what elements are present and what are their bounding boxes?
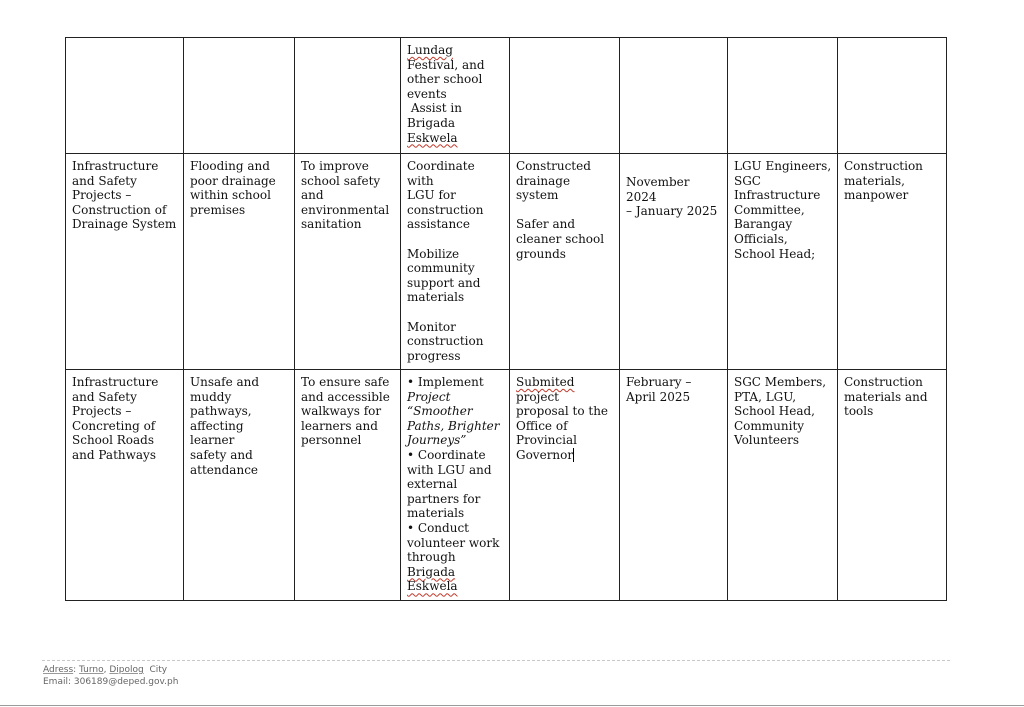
cell-strategy[interactable] <box>401 38 510 154</box>
cell-line: sanitation <box>301 217 362 232</box>
cell-line: LGU for <box>407 188 456 203</box>
cell-line: Drainage System <box>72 217 177 232</box>
cell-line: Monitor <box>407 319 456 334</box>
cell-timeline[interactable] <box>620 370 728 601</box>
cell-line: Volunteers <box>734 433 800 448</box>
cell-line: Office of <box>516 418 568 433</box>
cell-project[interactable] <box>66 154 184 370</box>
cell-line: system <box>516 188 559 203</box>
cell-line: materials <box>407 506 465 521</box>
cell-line: affecting learner <box>190 418 244 448</box>
page-footer <box>43 664 178 688</box>
cell-line: Infrastructure <box>72 375 159 389</box>
table-row <box>66 154 947 370</box>
cell-line: Festival, and <box>407 57 485 72</box>
cell-line: Project <box>407 389 451 404</box>
address-city: City <box>143 665 168 675</box>
cell-line: learners and <box>301 418 378 433</box>
cell-persons[interactable] <box>728 154 838 370</box>
cell-line: • Coordinate <box>407 447 486 462</box>
cell-line: Construction <box>844 159 923 173</box>
cell-resources[interactable] <box>838 370 947 601</box>
cell-line: and Safety <box>72 173 137 188</box>
cell-problem[interactable] <box>184 154 295 370</box>
cell-line: Projects – <box>72 404 132 419</box>
cell-line: within school <box>190 188 271 203</box>
cell-line: • Conduct <box>407 520 469 535</box>
address-separator: : <box>73 665 80 675</box>
cell-line: materials, <box>844 173 905 188</box>
cell-line: Assist in <box>407 101 462 116</box>
cell-resources[interactable] <box>838 154 947 370</box>
cell-line: attendance <box>190 462 259 477</box>
cell-line: partners for <box>407 491 481 506</box>
cell-line: Lundag <box>407 43 453 57</box>
table-row <box>66 38 947 154</box>
cell-strategy[interactable] <box>401 370 510 601</box>
blank-line <box>516 203 614 218</box>
cell-line: safety and <box>190 447 253 462</box>
page-edge <box>0 705 1024 706</box>
cell-line: grounds <box>516 246 566 261</box>
cell-line: • Implement <box>407 375 484 389</box>
cell-line: School Head, <box>734 404 815 419</box>
footer-email: Email: 306189@deped.gov.ph <box>43 677 179 687</box>
cell-resources[interactable] <box>838 38 947 154</box>
cell-line: Eskwela <box>407 130 458 145</box>
cell-objective[interactable] <box>295 38 401 154</box>
cell-line: external <box>407 477 458 492</box>
cell-line: Submited <box>516 375 575 389</box>
cell-line: Infrastructure <box>734 188 821 203</box>
cell-line: drainage <box>516 173 571 188</box>
cell-line: and accessible <box>301 389 390 404</box>
cell-line: personnel <box>301 433 362 448</box>
footer-divider <box>42 660 950 661</box>
cell-line: Paths, Brighter <box>407 418 500 433</box>
cell-output[interactable] <box>510 370 620 601</box>
cell-line: assistance <box>407 217 470 232</box>
cell-line: other school <box>407 72 483 87</box>
cell-line: materials and <box>844 389 928 404</box>
cell-line: Constructed <box>516 159 591 173</box>
cell-line: Construction of <box>72 202 167 217</box>
cell-problem[interactable] <box>184 38 295 154</box>
cell-line: November 2024 <box>626 175 690 204</box>
cell-line: Mobilize <box>407 246 460 261</box>
cell-line: February – <box>626 375 692 389</box>
cell-line: Construction <box>844 375 923 389</box>
cell-line: Infrastructure <box>72 159 159 173</box>
cell-line: through <box>407 550 456 565</box>
cell-strategy[interactable] <box>401 154 510 370</box>
cell-objective[interactable] <box>295 370 401 601</box>
cell-line: Brigada <box>407 564 456 579</box>
cell-line: Safer and <box>516 217 576 232</box>
cell-line: To ensure safe <box>301 375 390 389</box>
cell-line: Concreting of <box>72 418 156 433</box>
cell-line: Provincial <box>516 433 577 448</box>
cell-line: PTA, LGU, <box>734 389 797 404</box>
cell-line: school safety <box>301 173 381 188</box>
cell-line: April 2025 <box>626 389 691 404</box>
cell-line: construction <box>407 202 484 217</box>
cell-line: muddy <box>190 389 232 404</box>
cell-project[interactable] <box>66 38 184 154</box>
cell-line: progress <box>407 348 461 363</box>
cell-problem[interactable] <box>184 370 295 601</box>
table-row <box>66 370 947 601</box>
cell-line: support and <box>407 275 481 290</box>
cell-line: premises <box>190 202 246 217</box>
cell-timeline[interactable] <box>620 38 728 154</box>
cell-line: environmental <box>301 202 390 217</box>
cell-line: poor drainage <box>190 173 276 188</box>
cell-line: with LGU and <box>407 462 492 477</box>
text-cursor: Governor <box>516 447 574 462</box>
cell-output[interactable] <box>510 38 620 154</box>
cell-line: manpower <box>844 188 909 203</box>
plan-table <box>65 37 947 601</box>
cell-line: pathways, <box>190 404 252 419</box>
cell-project[interactable] <box>66 370 184 601</box>
cell-line: construction <box>407 334 484 349</box>
cell-line: Unsafe and <box>190 375 260 389</box>
cell-line: Officials, <box>734 231 788 246</box>
cell-line: “Smoother <box>407 404 473 419</box>
cell-line: materials <box>407 290 465 305</box>
cell-line: and <box>301 188 324 203</box>
cell-line: Brigada <box>407 115 456 130</box>
cell-line: community <box>407 261 475 276</box>
cell-line: Coordinate with <box>407 159 475 188</box>
cell-line: SGC <box>734 173 761 188</box>
cell-line: LGU Engineers, <box>734 159 832 173</box>
cell-line: School Roads <box>72 433 155 448</box>
address-label: Adress <box>43 665 74 675</box>
cell-line: proposal to the <box>516 404 609 419</box>
cell-timeline[interactable] <box>620 154 728 370</box>
address-comma: , <box>103 665 110 675</box>
cell-line: SGC Members, <box>734 375 827 389</box>
cell-persons[interactable] <box>728 370 838 601</box>
cell-line: Flooding and <box>190 159 270 173</box>
cell-line: Journeys” <box>407 433 467 448</box>
cell-line: Eskwela <box>407 579 458 594</box>
cell-line: and Pathways <box>72 447 156 462</box>
cell-line: walkways for <box>301 404 382 419</box>
cell-line: volunteer work <box>407 535 500 550</box>
cell-line: Community <box>734 418 805 433</box>
cell-line: School Head; <box>734 246 816 261</box>
cell-line: cleaner school <box>516 231 605 246</box>
cell-line: events <box>407 86 447 101</box>
blank-line <box>407 232 504 247</box>
address-place: Turno <box>79 665 104 675</box>
cell-persons[interactable] <box>728 38 838 154</box>
cell-objective[interactable] <box>295 154 401 370</box>
cell-line: Projects – <box>72 188 132 203</box>
cell-line: – January 2025 <box>626 204 718 219</box>
address-place: Dipolog <box>109 665 144 675</box>
cell-line: project <box>516 389 560 404</box>
blank-line <box>407 305 504 320</box>
cell-line: and Safety <box>72 389 137 404</box>
cell-line: Committee, <box>734 202 805 217</box>
cell-output[interactable] <box>510 154 620 370</box>
footer-address <box>43 664 178 676</box>
cell-line: To improve <box>301 159 369 173</box>
cell-line: Barangay <box>734 217 793 232</box>
cell-line: tools <box>844 404 874 419</box>
